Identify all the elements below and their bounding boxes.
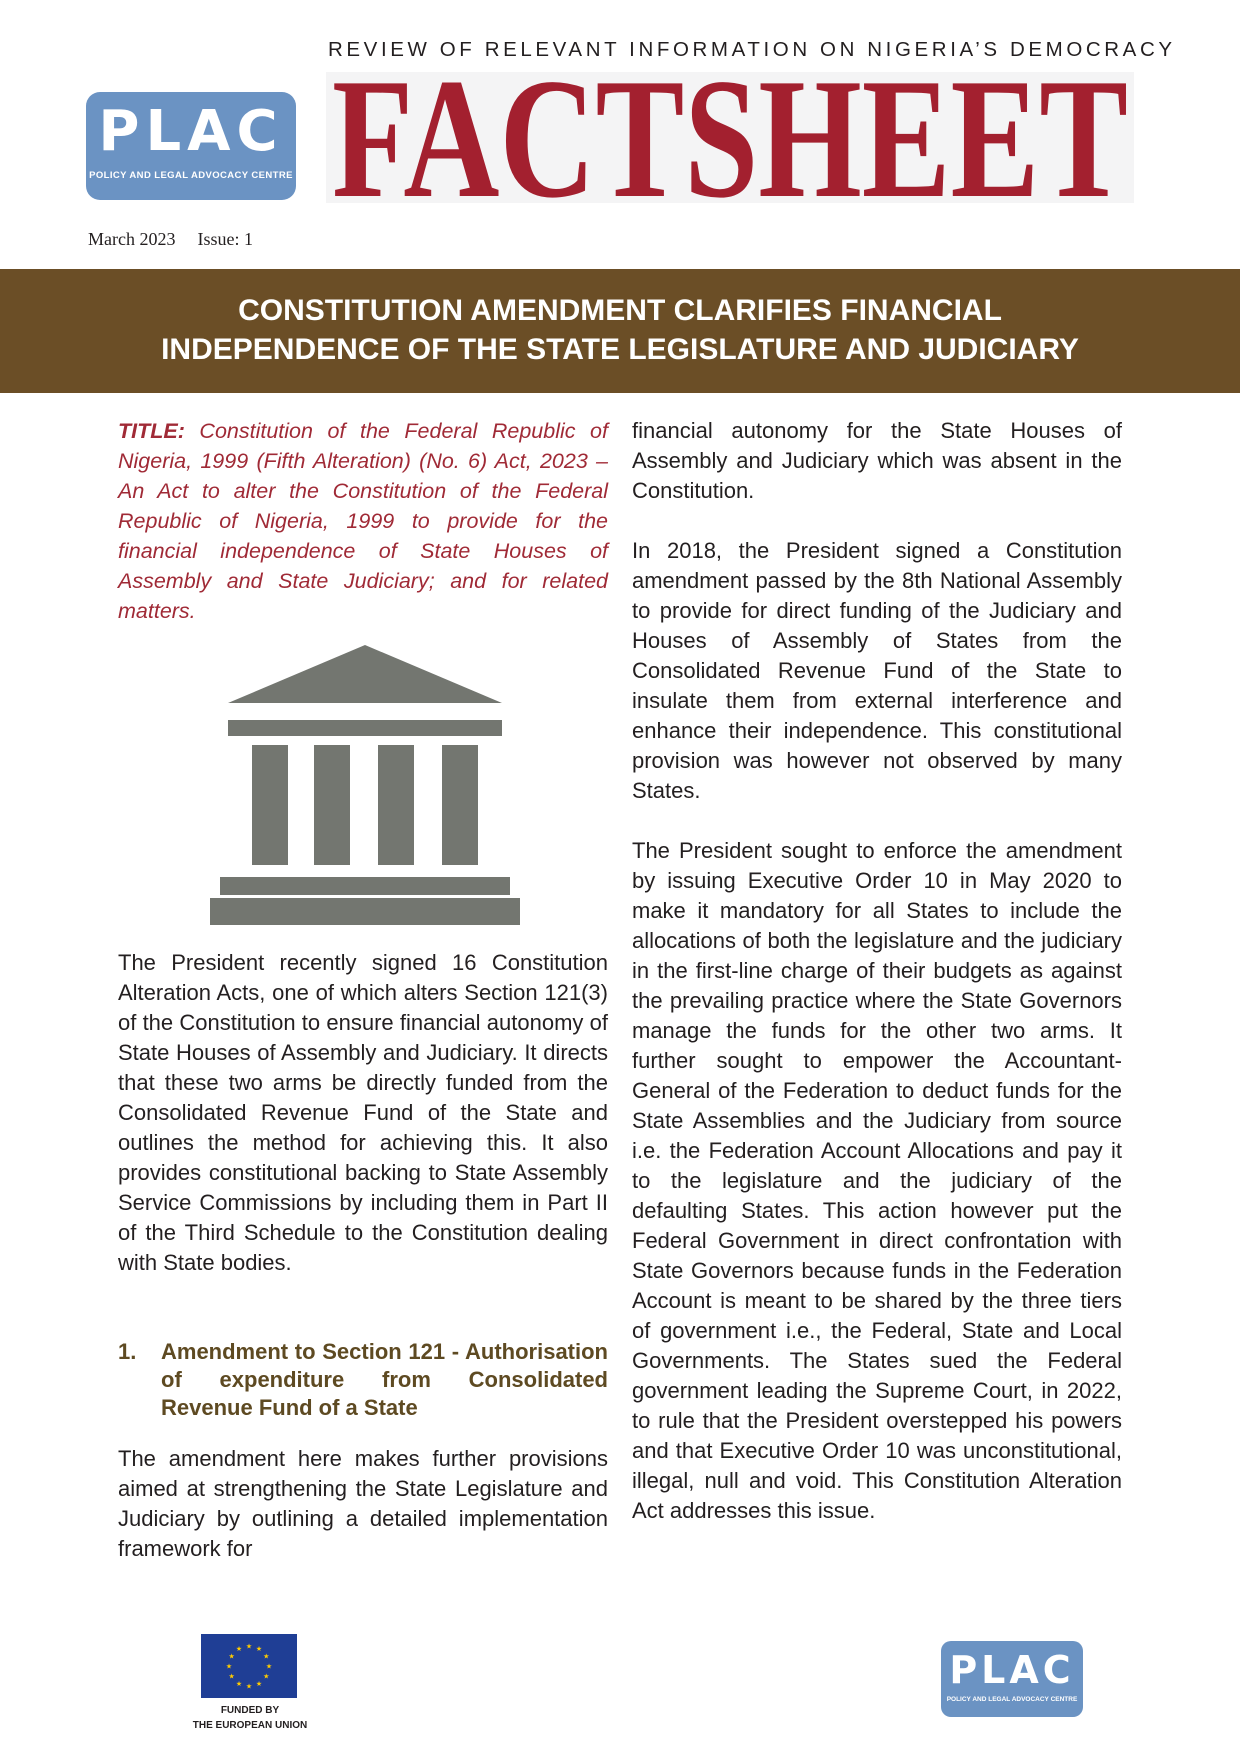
government-building-icon <box>210 645 520 927</box>
plac-logo <box>86 92 296 200</box>
eu-star-icon: ★ <box>263 1672 270 1681</box>
eu-funding-line-1: FUNDED BY <box>220 1705 280 1716</box>
title-label: TITLE: <box>118 419 185 443</box>
eu-star-icon: ★ <box>255 1679 263 1688</box>
headline-line-2: INDEPENDENCE OF THE STATE LEGISLATURE AND JUDICIARY <box>161 333 1079 366</box>
left-paragraph-1 <box>118 948 608 1278</box>
headline-line-1: CONSTITUTION AMENDMENT CLARIFIES FINANCIAL <box>238 294 1002 327</box>
footer-plac-logo-name: PLAC <box>949 1648 1075 1692</box>
plac-logo-subtitle: POLICY AND LEGAL ADVOCACY CENTRE <box>89 170 293 181</box>
eu-star-icon: ★ <box>265 1662 273 1671</box>
section-heading-1 <box>118 1338 608 1422</box>
title-description: Constitution of the Federal Republic of Nigeria, 1999 (Fifth Alteration) (No. 6) Act, 2023 – An Act to alter the Constitution of the Federal Republic of Nigeria, 1999 to provide for the financial independence of State Houses of Assembly and State Judiciary; and for related matters. <box>118 419 608 623</box>
title-block <box>118 416 608 626</box>
footer-plac-logo-subtitle: POLICY AND LEGAL ADVOCACY CENTRE <box>946 1696 1078 1703</box>
left-paragraph-2 <box>118 1444 608 1564</box>
eu-funding-line-2: THE EUROPEAN UNION <box>192 1720 308 1731</box>
section-heading-text: Amendment to Section 121 - Authorisation of expenditure from Consolidated Revenue Fund of a State <box>161 1339 608 1420</box>
right-paragraph-1: financial autonomy for the State Houses of Assembly and Judiciary which was absent in the Constitution. <box>632 418 1122 503</box>
left-paragraph-2-text: The amendment here makes further provisions aimed at strengthening the State Legislature and Judiciary by outlining a detailed implementation framework for <box>118 1446 608 1561</box>
left-paragraph-1-text: The President recently signed 16 Constitution Alteration Acts, one of which alters Section 121(3) of the Constitution to ensure financial autonomy of State Houses of Assembly and Judiciary. It directs that these two arms be directly funded from the Consolidated Revenue Fund of the State and outlines the method for achieving this. It also provides constitutional backing to State Assembly Service Commissions by including them in Part II of the Third Schedule to the Constitution dealing with State bodies. <box>118 950 608 1275</box>
eu-star-icon: ★ <box>225 1662 233 1671</box>
section-heading-number: 1. <box>118 1339 137 1364</box>
eu-star-icon: ★ <box>235 1679 243 1688</box>
eu-star-icon: ★ <box>245 1642 253 1651</box>
eu-star-icon: ★ <box>263 1652 270 1661</box>
right-paragraph-2: In 2018, the President signed a Constitution amendment passed by the 8th National Assembly to provide for direct funding of the Judiciary and Houses of Assembly of States from the Consolidated Revenue Fund of the State to insulate them from external interference and enhance their independence. This constitutional provision was however not observed by many States. <box>632 538 1122 803</box>
right-column <box>632 416 1122 1526</box>
issue-date: March 2023 <box>88 229 176 249</box>
issue-number: Issue: 1 <box>197 229 253 249</box>
title-text-block <box>118 416 608 626</box>
eu-star-icon: ★ <box>235 1645 243 1654</box>
tagline: REVIEW OF RELEVANT INFORMATION ON NIGERIA’S DEMOCRACY <box>328 38 1176 61</box>
eu-star-icon: ★ <box>228 1652 235 1661</box>
issue-info <box>88 229 275 250</box>
eu-star-icon: ★ <box>245 1682 253 1691</box>
eu-star-icon: ★ <box>228 1672 235 1681</box>
eu-funding-text <box>180 1703 320 1733</box>
plac-logo-name: PLAC <box>98 99 284 164</box>
footer-plac-logo <box>941 1641 1083 1717</box>
headline-banner <box>0 269 1240 393</box>
eu-star-icon: ★ <box>255 1645 263 1654</box>
eu-flag-icon <box>201 1634 297 1698</box>
right-paragraph-3: The President sought to enforce the amendment by issuing Executive Order 10 in May 2020 to make it mandatory for all States to include the allocations of both the legislature and the judiciary in the first-line charge of their budgets as against the prevailing practice where the State Governors manage the funds for the other two arms. It further sought to empower the Accountant-General of the Federation to deduct funds for the State Assemblies and the Judiciary from source i.e. the Federation Account Allocations and pay it to the legislature and the judiciary of the defaulting States. This action however put the Federal Government in direct confrontation with State Governors because funds in the Federation Account is meant to be shared by the three tiers of government i.e., the Federal, State and Local Governments. The States sued the Federal government leading the Supreme Court, in 2022, to rule that the President overstepped his powers and that Executive Order 10 was unconstitutional, illegal, null and void. This Constitution Alteration Act addresses this issue. <box>632 838 1122 1523</box>
masthead-title: FACTSHEET <box>332 72 1128 203</box>
masthead <box>326 72 1134 203</box>
